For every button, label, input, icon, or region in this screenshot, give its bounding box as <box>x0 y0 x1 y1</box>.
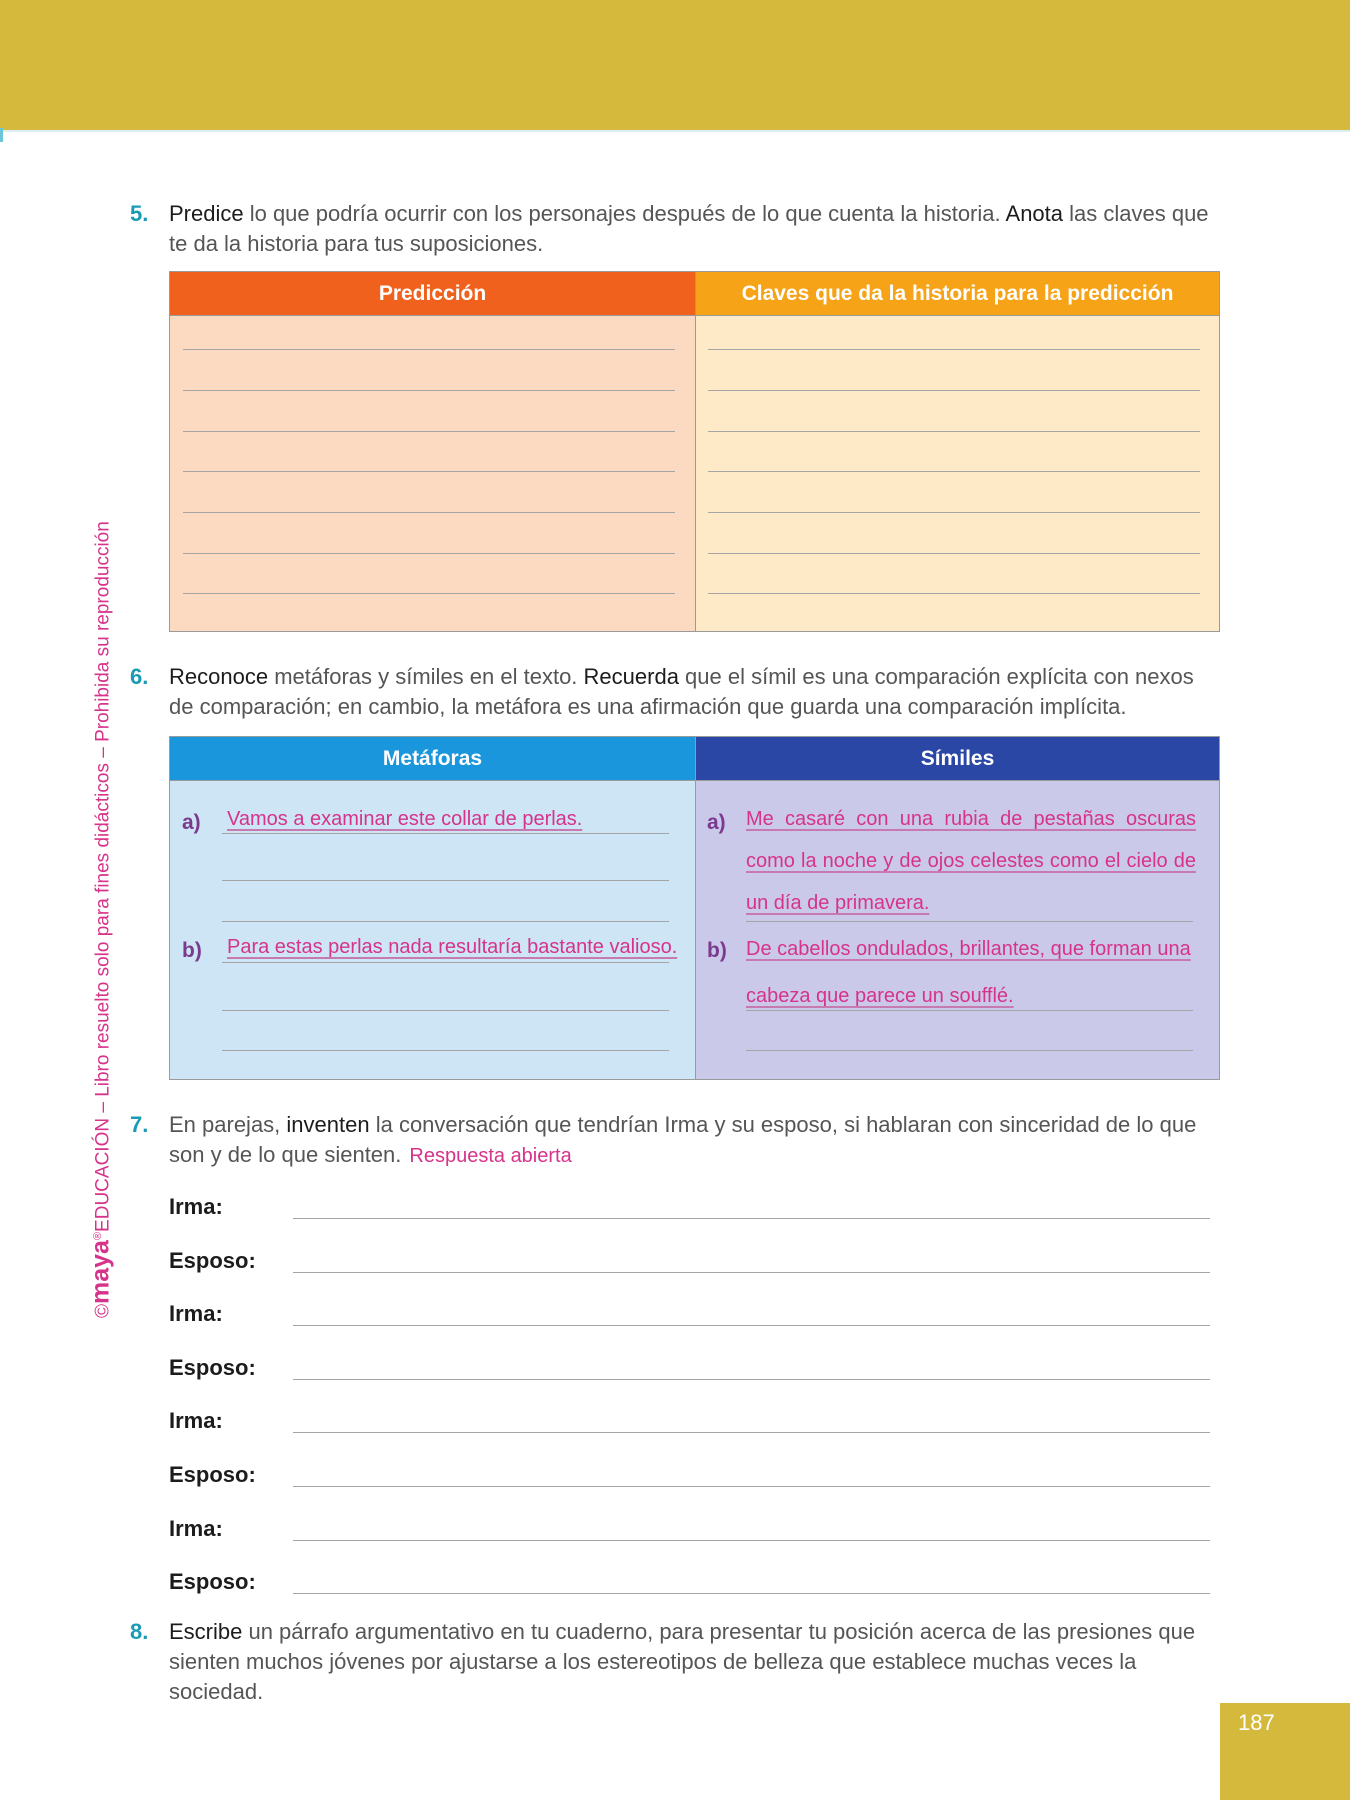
copyright-symbol: © <box>92 1304 114 1318</box>
instruction-verb: Anota <box>1005 201 1064 226</box>
dialogue-speaker-label: Irma: <box>169 1194 223 1219</box>
page-number: 187 <box>1238 1710 1275 1735</box>
similes-header: Símiles <box>696 737 1219 780</box>
dialogue-speaker-label: Irma: <box>169 1301 223 1327</box>
answer-line <box>708 431 1200 432</box>
answer-line <box>746 1050 1193 1051</box>
question-text <box>169 199 1220 259</box>
header-rule <box>0 130 1350 132</box>
dialogue-answer-line <box>293 1540 1210 1541</box>
question-6 <box>130 662 1220 722</box>
answer-line <box>708 553 1200 554</box>
instruction-verb: Recuerda <box>583 664 679 689</box>
answer-line <box>708 593 1200 594</box>
clues-header: Claves que da la historia para la predicción <box>696 272 1219 315</box>
header-divider <box>170 780 1219 781</box>
answer-line <box>708 390 1200 391</box>
instruction-verb: inventen <box>286 1112 370 1137</box>
simile-b-answer: De cabellos ondulados, brillantes, que forman una cabeza que parece un soufflé. <box>746 938 1191 1007</box>
simile-b-label: b) <box>707 939 727 962</box>
answer-line <box>183 553 675 554</box>
dialogue-answer-line <box>293 1218 1210 1219</box>
metaphor-a-label: a) <box>182 811 201 834</box>
answer-line <box>708 471 1200 472</box>
question-number: 7. <box>130 1112 149 1137</box>
question-text-part: un párrafo argumentativo en tu cuaderno, para presentar tu posición acerca de las presiones que sienten muchos jóvenes por ajustarse a los estereotipos de belleza que establece muchas veces la sociedad. <box>169 1619 1196 1704</box>
answer-line <box>222 1050 669 1051</box>
question-text-part: En parejas, <box>169 1112 287 1137</box>
answer-line <box>183 390 675 391</box>
column-divider <box>695 737 696 1079</box>
dialogue-answer-line <box>293 1486 1210 1487</box>
dialogue-answer-line <box>293 1272 1210 1273</box>
answer-line <box>222 921 669 922</box>
brand-logo-text: maya <box>86 1240 115 1304</box>
clues-column <box>696 315 1219 631</box>
dialogue-answer-line <box>293 1325 1210 1326</box>
header-tick <box>0 128 3 142</box>
metaphor-b-label: b) <box>182 939 202 962</box>
dialogue-answer-line <box>293 1593 1210 1594</box>
dialogue-speaker-label: Esposo: <box>169 1247 256 1273</box>
dialogue-speaker-label: Esposo: <box>169 1569 256 1595</box>
dialogue-speaker-label: Esposo: <box>169 1462 256 1487</box>
metaphor-a-answer: Vamos a examinar este collar de perlas. <box>227 808 583 830</box>
registered-symbol: ® <box>92 1231 104 1241</box>
answer-line <box>708 349 1200 350</box>
question-text <box>169 1617 1220 1707</box>
prediction-column <box>170 315 695 631</box>
dialogue-speaker-label: Irma: <box>169 1408 223 1434</box>
instruction-verb: Escribe <box>169 1619 243 1644</box>
dialogue-speaker-label: Esposo: <box>169 1354 256 1380</box>
simile-a-answer: Me casaré con una rubia de pestañas oscuras como la noche y de ojos celestes como el cielo de un día de primavera. <box>746 808 1196 914</box>
prediction-header: Predicción <box>170 272 695 315</box>
question-text <box>169 1110 1220 1171</box>
answer-line <box>222 880 669 881</box>
question-7 <box>130 1110 1220 1171</box>
question-text-part: la conversación que tendrían Irma y su esposo, si hablaran con sinceridad de lo que son y de lo que sienten. <box>169 1112 1197 1167</box>
answer-line <box>183 349 675 350</box>
question-text-part: las claves que te da la historia para tus suposiciones. <box>169 201 1209 256</box>
question-number: 6. <box>130 664 149 689</box>
dialogue-speaker-label: Irma: <box>169 1515 223 1541</box>
question-text-part: que el símil es una comparación explícita con nexos de comparación; en cambio, la metáfora es una afirmación que guarda una comparación implícita. <box>169 664 1194 719</box>
dialogue-answer-line <box>293 1379 1210 1380</box>
copyright-text: EDUCACIÓN – Libro resuelto solo para fines didácticos – Prohibida su reproducción <box>92 521 114 1232</box>
answer-line <box>183 471 675 472</box>
answer-line <box>222 1010 669 1011</box>
answer-line <box>183 512 675 513</box>
question-number: 8. <box>130 1619 149 1644</box>
answer-line <box>183 431 675 432</box>
column-divider <box>695 272 696 631</box>
question-5 <box>130 199 1220 259</box>
question-number: 5. <box>130 201 149 226</box>
header-divider <box>170 315 1219 316</box>
open-answer-note: Respuesta abierta <box>409 1145 572 1167</box>
header-band <box>0 0 1350 130</box>
answer-line <box>708 512 1200 513</box>
instruction-verb: Reconoce <box>169 664 269 689</box>
question-text <box>169 662 1220 722</box>
instruction-verb: Predice <box>169 201 244 226</box>
copyright-notice <box>84 458 115 1318</box>
metaphor-b-answer: Para estas perlas nada resultaría bastante valioso. <box>227 936 678 958</box>
prediction-table <box>169 271 1220 632</box>
metaphor-simile-table <box>169 736 1220 1080</box>
simile-a-label: a) <box>707 811 726 834</box>
question-text-part: lo que podría ocurrir con los personajes después de lo que cuenta la historia. <box>243 201 1006 226</box>
question-text-part: metáforas y símiles en el texto. <box>268 664 584 689</box>
answer-line <box>183 593 675 594</box>
dialogue-answer-line <box>293 1432 1210 1433</box>
metaphors-header: Metáforas <box>170 737 695 780</box>
question-8 <box>130 1617 1220 1707</box>
